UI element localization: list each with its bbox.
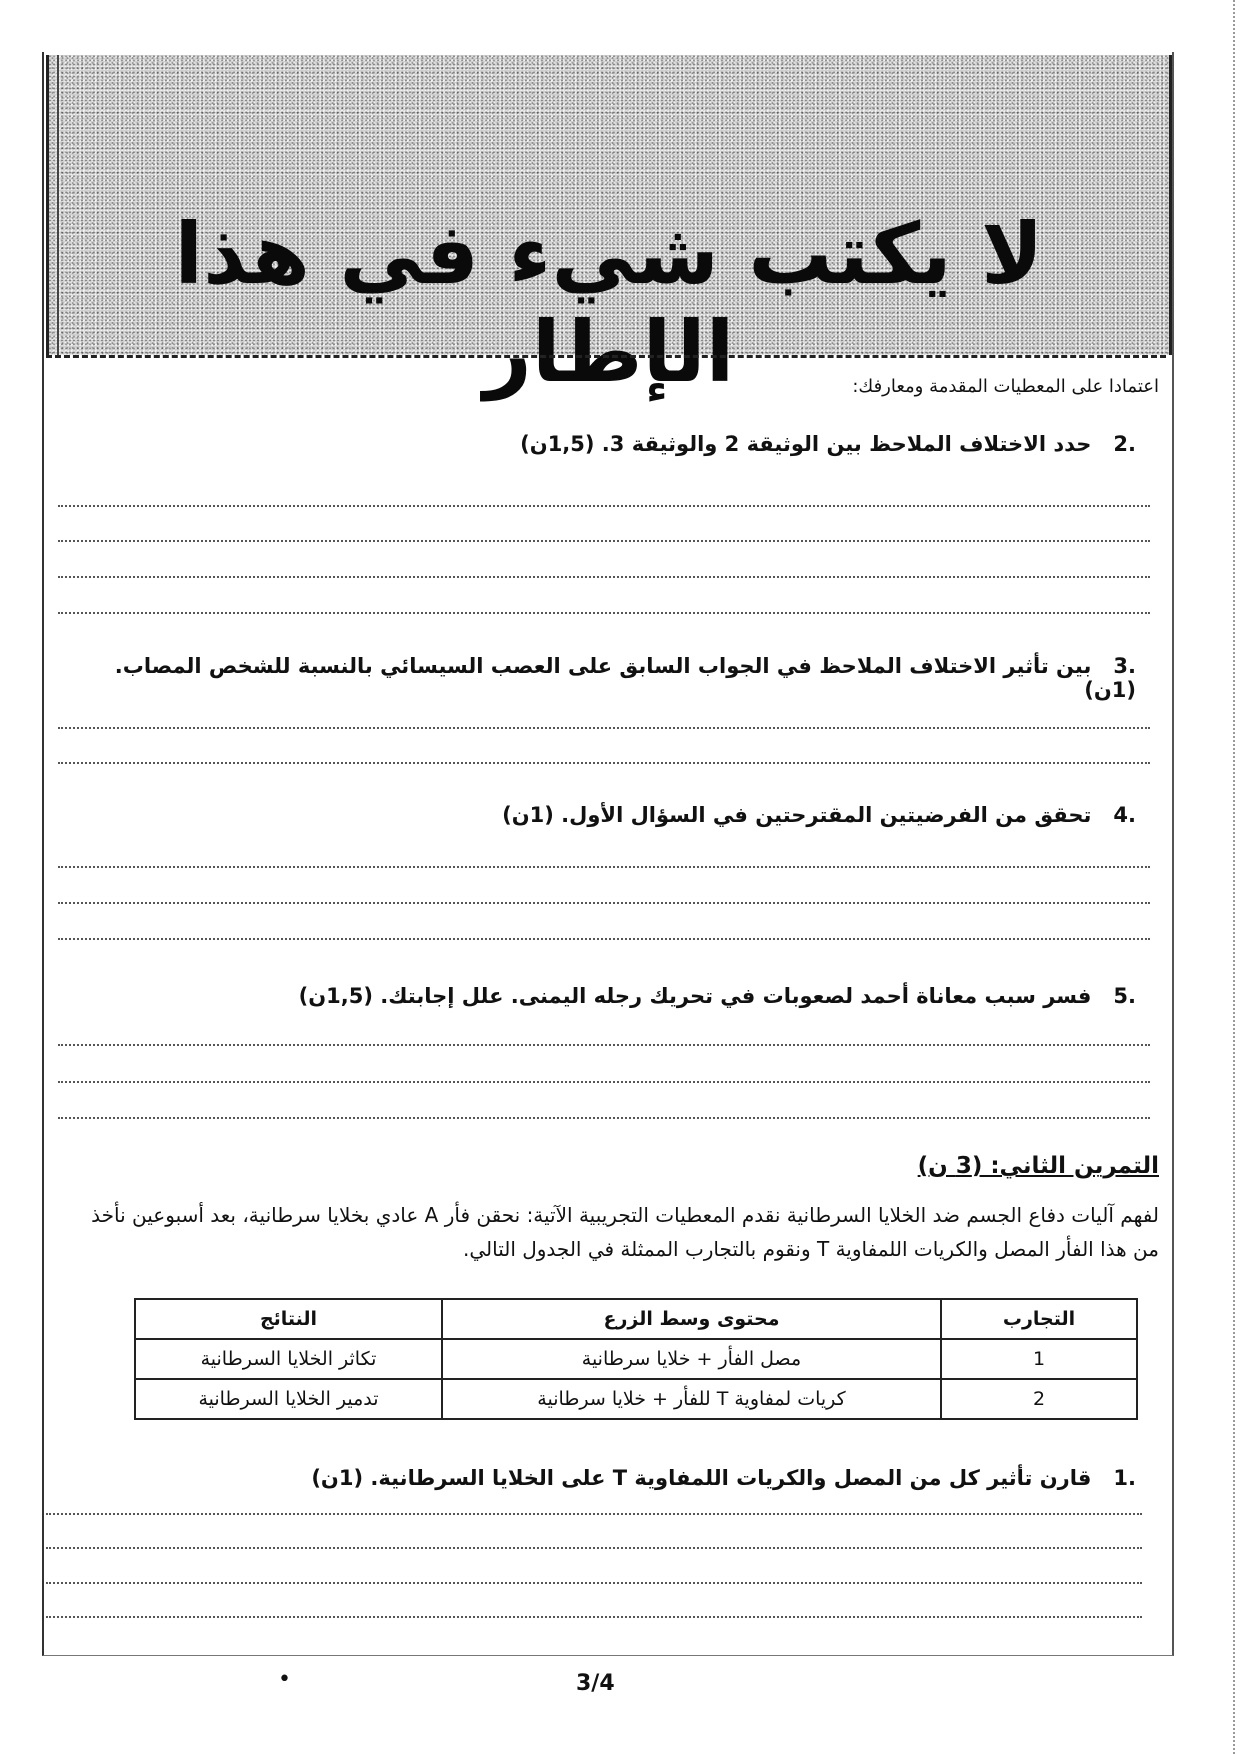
question-text: حدد الاختلاف الملاحظ بين الوثيقة 2 والوثيقة 3. (1,5ن) [520, 432, 1092, 456]
question-3 [96, 654, 1136, 702]
table-cell: تكاثر الخلايا السرطانية [135, 1339, 442, 1379]
table-header: محتوى وسط الزرع [442, 1299, 941, 1339]
table-cell: مصل الفأر + خلايا سرطانية [442, 1339, 941, 1379]
question-5 [96, 984, 1136, 1008]
header-title: لا يكتب شيء في هذا الإطار [174, 205, 1044, 401]
table-row [135, 1339, 1137, 1379]
answer-line[interactable] [58, 505, 1150, 507]
table-cell: كريات لمفاوية T للفأر + خلايا سرطانية [442, 1379, 941, 1419]
answer-line[interactable] [46, 1582, 1142, 1584]
exercise-2-text: لفهم آليات دفاع الجسم ضد الخلايا السرطانية نقدم المعطيات التجريبية الآتية: نحقن فأر A عادي بخلايا سرطانية، بعد أسبوعين نأخذ من هذا الفأر المصل والكريات اللمفاوية T ونقوم بالتجارب الممثلة في الجدول التالي. [91, 1203, 1159, 1261]
question-4 [96, 803, 1136, 827]
question-text: تحقق من الفرضيتين المقترحتين في السؤال الأول. (1ن) [502, 803, 1092, 827]
question-number: .4 [1113, 803, 1136, 827]
answer-line[interactable] [58, 540, 1150, 542]
scan-mark: • [278, 1667, 291, 1692]
question-number: .2 [1113, 432, 1136, 456]
table-header: التجارب [941, 1299, 1137, 1339]
question-text: قارن تأثير كل من المصل والكريات اللمفاوية T على الخلايا السرطانية. (1ن) [311, 1466, 1092, 1490]
table-header: النتائج [135, 1299, 442, 1339]
question-number: .1 [1113, 1466, 1136, 1490]
answer-line[interactable] [58, 576, 1150, 578]
question-number: .5 [1113, 984, 1136, 1008]
exercise-2-title: التمرين الثاني: (3 ن) [917, 1153, 1159, 1179]
question-text: فسر سبب معاناة أحمد لصعوبات في تحريك رجله اليمنى. علل إجابتك. (1,5ن) [298, 984, 1092, 1008]
page-number: 3/4 [576, 1671, 615, 1696]
answer-line[interactable] [58, 727, 1150, 729]
answer-line[interactable] [46, 1513, 1142, 1515]
answer-line[interactable] [58, 612, 1150, 614]
intro-text: اعتمادا على المعطيات المقدمة ومعارفك: [852, 376, 1159, 397]
answer-line[interactable] [58, 902, 1150, 904]
question-2 [96, 432, 1136, 456]
answer-line[interactable] [46, 1547, 1142, 1549]
dashed-separator [46, 355, 1166, 358]
question-text: بين تأثير الاختلاف الملاحظ في الجواب السابق على العصب السيسائي بالنسبة للشخص المصاب. (1ن) [114, 654, 1136, 702]
table-row [135, 1379, 1137, 1419]
answer-line[interactable] [46, 1616, 1142, 1618]
answer-line[interactable] [58, 762, 1150, 764]
question-number: .3 [1113, 654, 1136, 678]
answer-line[interactable] [58, 1117, 1150, 1119]
table-cell: 1 [941, 1339, 1137, 1379]
table-header-row [135, 1299, 1137, 1339]
answer-line[interactable] [58, 938, 1150, 940]
answer-line[interactable] [58, 866, 1150, 868]
experiments-table [134, 1298, 1138, 1420]
answer-line[interactable] [58, 1044, 1150, 1046]
answer-line[interactable] [58, 1081, 1150, 1083]
exercise-2-question-1 [96, 1466, 1136, 1490]
table-cell: تدمير الخلايا السرطانية [135, 1379, 442, 1419]
table-cell: 2 [941, 1379, 1137, 1419]
scan-edge [1231, 0, 1235, 1754]
